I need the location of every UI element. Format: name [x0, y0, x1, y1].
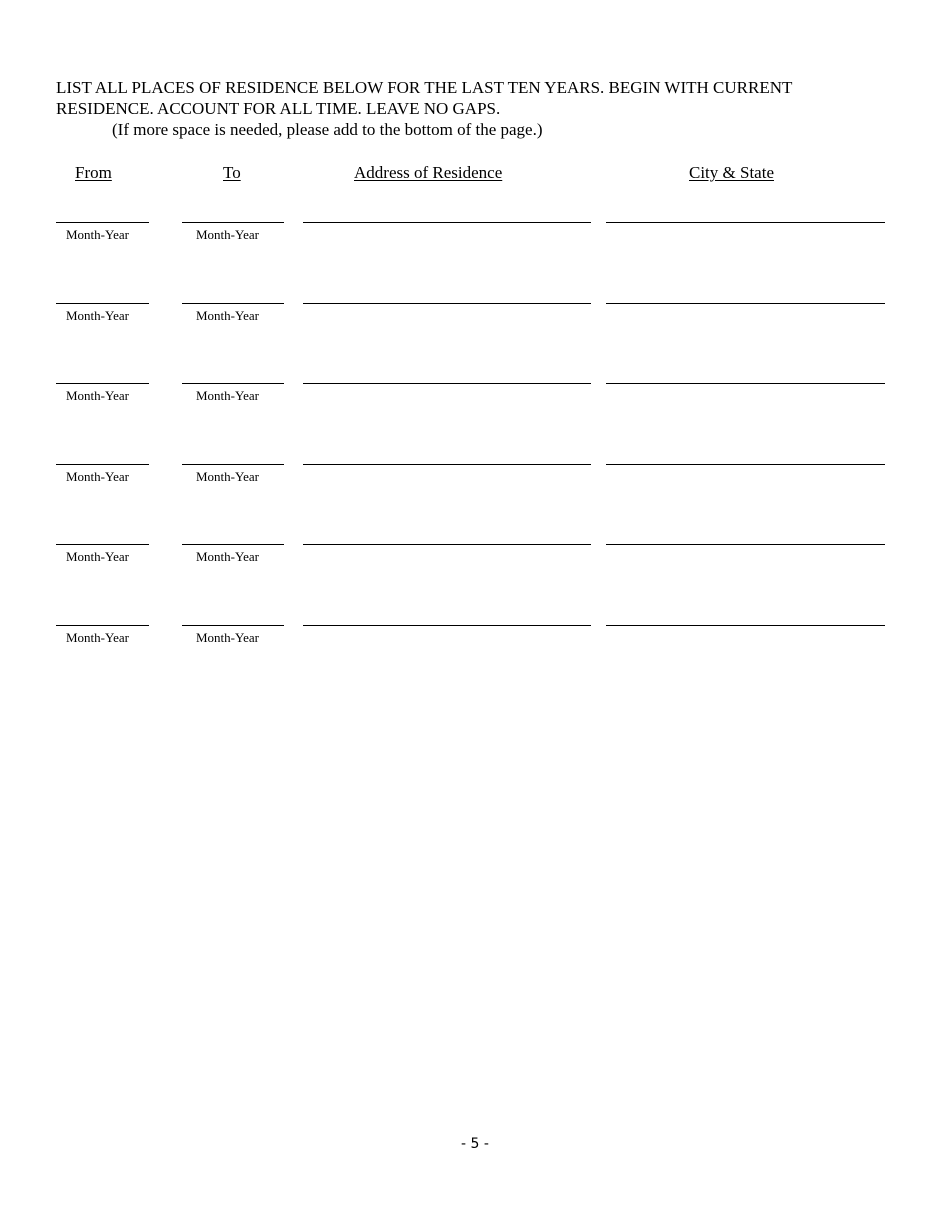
address-line[interactable] — [303, 625, 591, 626]
city-state-line[interactable] — [606, 625, 885, 626]
to-header: To — [223, 163, 241, 182]
to-date-line[interactable] — [182, 303, 284, 304]
city-state-line[interactable] — [606, 222, 885, 223]
to-caption: Month-Year — [196, 388, 259, 403]
address-line[interactable] — [303, 383, 591, 384]
to-caption: Month-Year — [196, 549, 259, 564]
to-caption: Month-Year — [196, 630, 259, 645]
from-caption: Month-Year — [66, 388, 129, 403]
address-header: Address of Residence — [354, 163, 503, 182]
from-caption: Month-Year — [66, 469, 129, 484]
address-line[interactable] — [303, 544, 591, 545]
to-date-line[interactable] — [182, 222, 284, 223]
from-date-line[interactable] — [56, 222, 149, 223]
city-state-line[interactable] — [606, 544, 885, 545]
to-date-line[interactable] — [182, 625, 284, 626]
from-date-line[interactable] — [56, 544, 149, 545]
city-state-line[interactable] — [606, 303, 885, 304]
to-date-line[interactable] — [182, 544, 284, 545]
to-date-line[interactable] — [182, 464, 284, 465]
instructions — [56, 77, 916, 140]
from-caption: Month-Year — [66, 308, 129, 323]
from-caption: Month-Year — [66, 227, 129, 242]
from-caption: Month-Year — [66, 549, 129, 564]
instructions-line-1: LIST ALL PLACES OF RESIDENCE BELOW FOR THE LAST TEN YEARS. BEGIN WITH CURRENT — [56, 78, 793, 97]
from-caption: Month-Year — [66, 630, 129, 645]
city-state-header: City & State — [689, 163, 774, 182]
instructions-line-2: RESIDENCE. ACCOUNT FOR ALL TIME. LEAVE NO GAPS. — [56, 99, 501, 118]
address-line[interactable] — [303, 303, 591, 304]
page-number: - 5 - — [461, 1136, 489, 1152]
from-header: From — [75, 163, 112, 182]
instructions-note: (If more space is needed, please add to the bottom of the page.) — [112, 120, 543, 139]
address-line[interactable] — [303, 464, 591, 465]
from-date-line[interactable] — [56, 625, 149, 626]
address-line[interactable] — [303, 222, 591, 223]
to-caption: Month-Year — [196, 227, 259, 242]
to-caption: Month-Year — [196, 308, 259, 323]
from-date-line[interactable] — [56, 464, 149, 465]
city-state-line[interactable] — [606, 383, 885, 384]
from-date-line[interactable] — [56, 383, 149, 384]
city-state-line[interactable] — [606, 464, 885, 465]
from-date-line[interactable] — [56, 303, 149, 304]
to-date-line[interactable] — [182, 383, 284, 384]
to-caption: Month-Year — [196, 469, 259, 484]
